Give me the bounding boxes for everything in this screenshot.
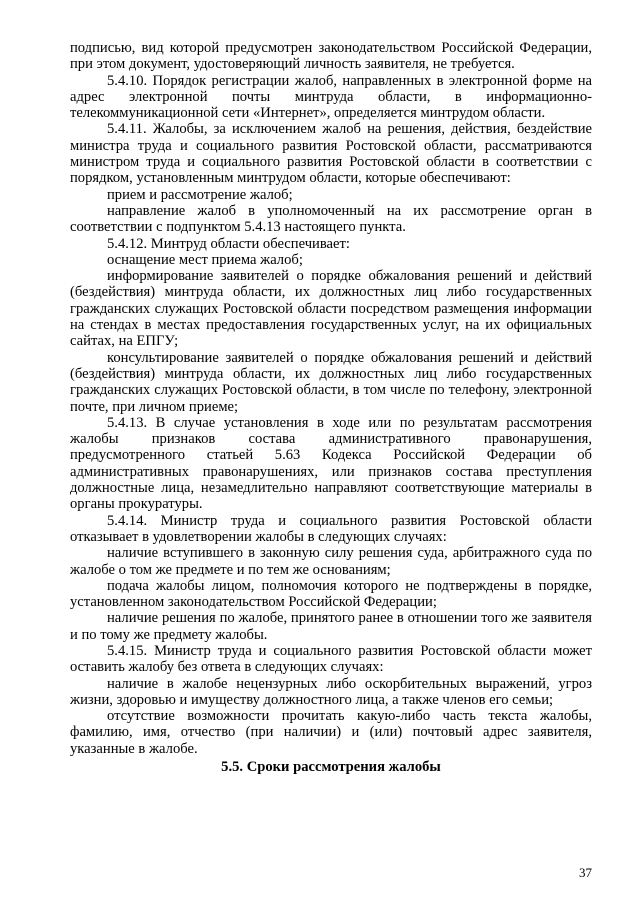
page-number: 37 <box>579 865 592 880</box>
list-item: отсутствие возможности прочитать какую-либо часть текста жалобы, фамилию, имя, отчество (при наличии) и (или) почтовый адрес заявителя, указанные в жалобе. <box>70 708 592 757</box>
document-body <box>70 40 592 775</box>
list-item: наличие вступившего в законную силу решения суда, арбитражного суда по жалобе о том же предмете и по тем же основаниям; <box>70 545 592 578</box>
list-item: консультирование заявителей о порядке обжалования решений и действий (бездействия) минтруда области, их должностных лиц либо государственных гражданских служащих Ростовской области, в том числе по телефону, электронной почте, при личном приеме; <box>70 349 592 415</box>
list-item: наличие в жалобе нецензурных либо оскорбительных выражений, угроз жизни, здоровью и имуществу должностного лица, а также членов его семьи; <box>70 675 592 708</box>
list-item: информирование заявителей о порядке обжалования решений и действий (бездействия) минтруда области, их должностных лиц либо государственных гражданских служащих Ростовской области посредством размещения информации на стендах в местах предоставления государственных услуг, на их официальных сайтах, на ЕПГУ; <box>70 268 592 350</box>
list-item: направление жалоб в уполномоченный на их рассмотрение орган в соответствии с подпунктом 5.4.13 настоящего пункта. <box>70 202 592 236</box>
paragraph-5-4-15: 5.4.15. Министр труда и социального развития Ростовской области может оставить жалобу без ответа в следующих случаях: <box>70 642 592 676</box>
paragraph-continuation: подписью, вид которой предусмотрен законодательством Российской Федерации, при этом документ, удостоверяющий личность заявителя, не требуется. <box>70 40 592 73</box>
paragraph-5-4-10: 5.4.10. Порядок регистрации жалоб, направленных в электронной форме на адрес электронной почты минтруда области, в информационно-телекоммуникационной сети «Интернет», определяется минтрудом области. <box>70 72 592 122</box>
paragraph-5-4-11: 5.4.11. Жалобы, за исключением жалоб на решения, действия, бездействие министра труда и социального развития Ростовской области, рассматриваются министром труда и социального развития Ростовской области в соответствии с порядком, установленным минтрудом области, которые обеспечивают: <box>70 121 592 187</box>
paragraph-5-4-14: 5.4.14. Министр труда и социального развития Ростовской области отказывает в удовлетворении жалобы в следующих случаях: <box>70 512 592 545</box>
list-item: оснащение мест приема жалоб; <box>107 251 303 268</box>
list-item: прием и рассмотрение жалоб; <box>107 186 293 203</box>
paragraph-5-4-12: 5.4.12. Минтруд области обеспечивает: <box>107 235 350 252</box>
list-item: наличие решения по жалобе, принятого ранее в отношении того же заявителя и по тому же предмету жалобы. <box>70 610 592 643</box>
section-heading: 5.5. Сроки рассмотрения жалобы <box>221 759 441 776</box>
list-item: подача жалобы лицом, полномочия которого не подтверждены в порядке, установленном законодательством Российской Федерации; <box>70 577 592 611</box>
paragraph-5-4-13: 5.4.13. В случае установления в ходе или по результатам рассмотрения жалобы признаков состава административного правонарушения, предусмотренного статьей 5.63 Кодекса Российской Федерации об административных правонарушениях, или признаков состава преступления должностные лица, незамедлительно направляют соответствующие материалы в органы прокуратуры. <box>70 414 592 513</box>
